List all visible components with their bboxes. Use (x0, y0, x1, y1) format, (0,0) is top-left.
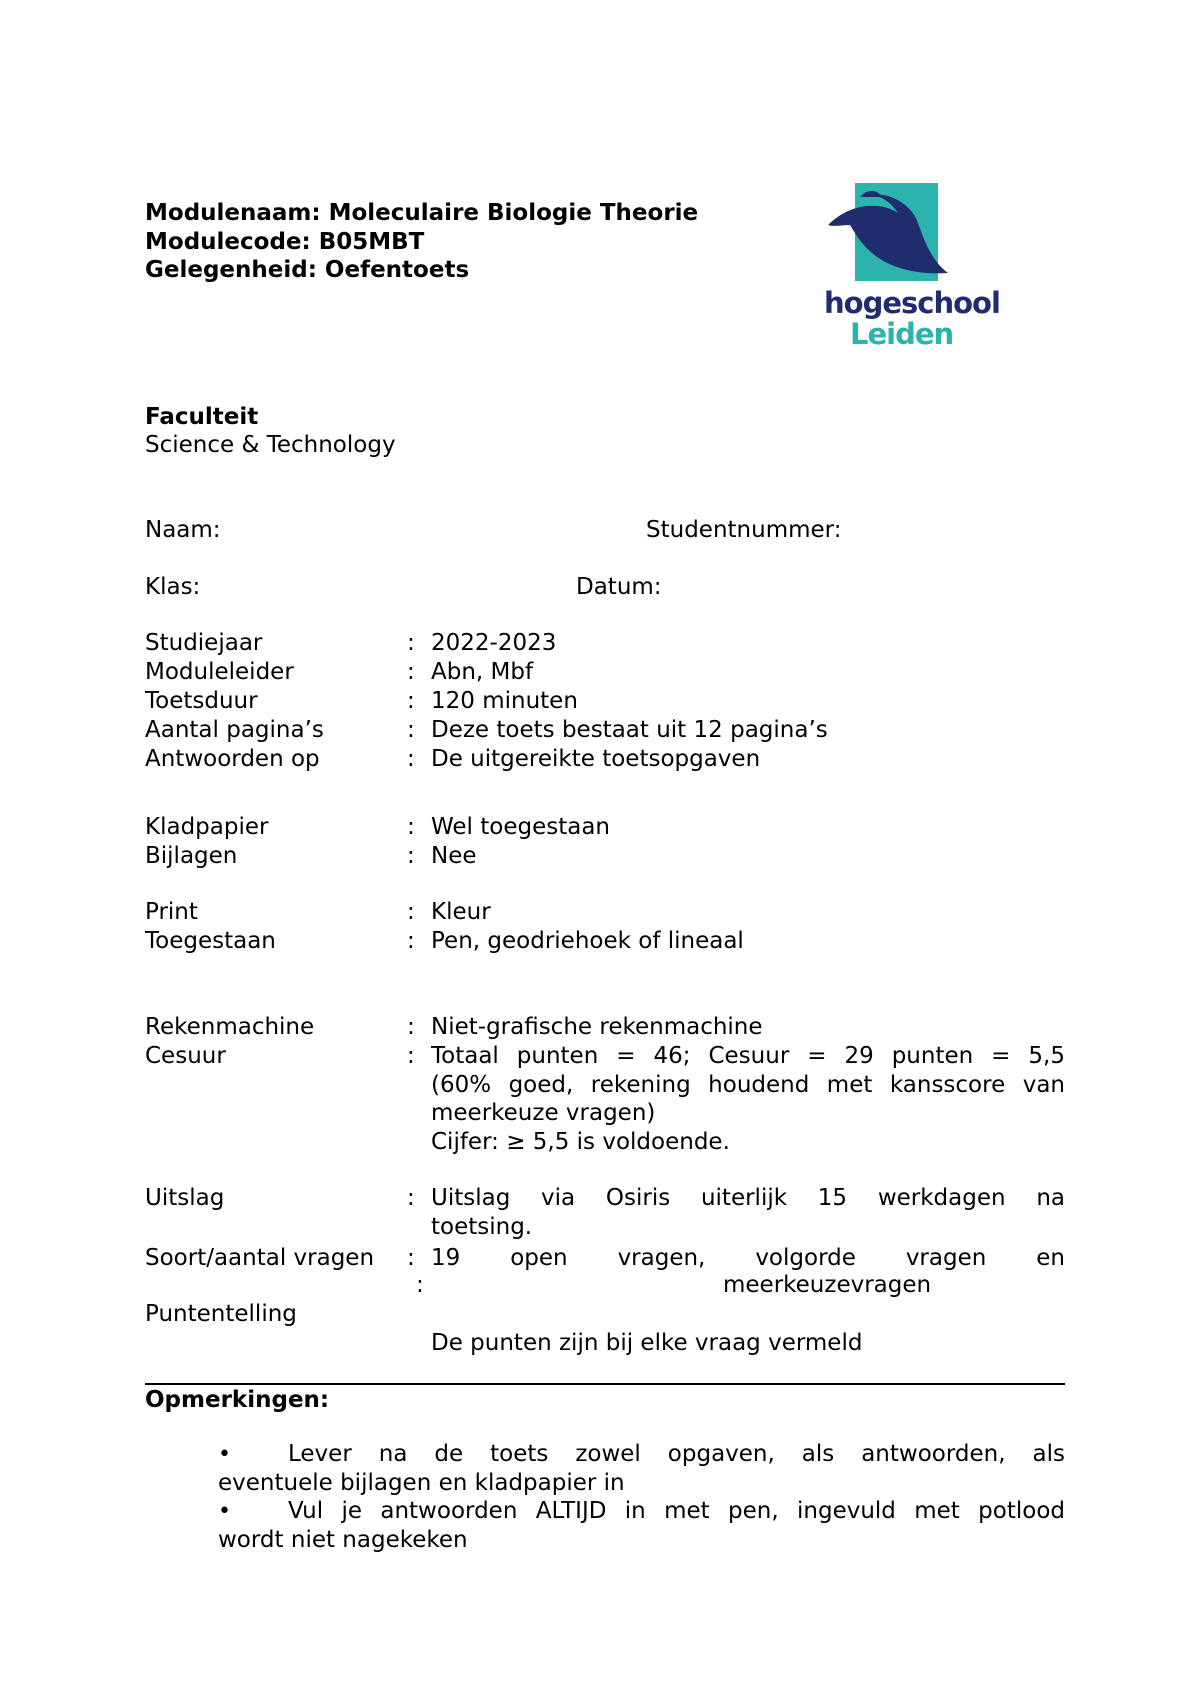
info-row-rekenmachine (145, 1013, 1065, 1042)
cesuur-line-2: (60% goed, rekening houdend met kansscore van (431, 1072, 1065, 1098)
info-row-bijlagen (145, 842, 1065, 871)
remark-2-line-1: Vul je antwoorden ALTIJD in met pen, ingevuld met potlood (288, 1498, 1065, 1524)
uitslag-line-2: toetsing. (431, 1214, 533, 1240)
info-key: Antwoorden op (145, 746, 320, 772)
horizontal-divider (145, 1383, 1065, 1385)
student-number-field-label: Studentnummer: (646, 517, 842, 543)
info-colon: : (407, 688, 415, 714)
info-colon: : (407, 928, 415, 954)
info-row-studiejaar (145, 629, 1065, 658)
info-value: Deze toets bestaat uit 12 pagina’s (431, 717, 828, 743)
date-field-label: Datum: (576, 574, 662, 600)
remark-1-line-1: Lever na de toets zowel opgaven, als antwoorden, als (288, 1441, 1065, 1467)
info-key: Moduleleider (145, 659, 294, 685)
bullet-icon: • (218, 1499, 231, 1524)
remarks-title: Opmerkingen: (145, 1387, 330, 1413)
remark-2-line-2: wordt niet nagekeken (218, 1527, 468, 1553)
info-value: Wel toegestaan (431, 814, 611, 840)
info-colon: : (407, 1185, 415, 1211)
info-value: Nee (431, 843, 477, 869)
info-colon: : (407, 717, 415, 743)
info-colon: : (407, 1043, 415, 1069)
info-colon: : (407, 1014, 415, 1040)
soort-line-2: meerkeuzevragen (723, 1272, 932, 1298)
bullet-icon: • (218, 1442, 231, 1467)
info-value: De uitgereikte toetsopgaven (431, 746, 761, 772)
info-value: Kleur (431, 899, 491, 925)
info-row-toetsduur (145, 687, 1065, 716)
info-colon: : (407, 746, 415, 772)
info-key: Aantal pagina’s (145, 717, 324, 743)
cesuur-line-4: Cijfer: ≥ 5,5 is voldoende. (431, 1129, 730, 1155)
uitslag-line-1: Uitslag via Osiris uiterlijk 15 werkdagen na (431, 1185, 1065, 1211)
info-value: Pen, geodriehoek of lineaal (431, 928, 744, 954)
info-colon: : (407, 814, 415, 840)
remark-1-line-2: eventuele bijlagen en kladpapier in (218, 1470, 625, 1496)
soort-colon-2: : (416, 1272, 424, 1298)
info-value: Niet-grafische rekenmachine (431, 1014, 763, 1040)
info-value: 120 minuten (431, 688, 578, 714)
info-colon: : (407, 899, 415, 925)
class-field-label: Klas: (145, 574, 201, 600)
info-colon: : (407, 1245, 415, 1271)
info-row-print (145, 898, 1065, 927)
info-row-moduleleider (145, 658, 1065, 687)
faculty-label: Faculteit (145, 404, 259, 430)
info-key: Uitslag (145, 1185, 225, 1211)
faculty-value: Science & Technology (145, 432, 396, 458)
info-value: 2022-2023 (431, 630, 557, 656)
soort-line-1: 19 open vragen, volgorde vragen en (431, 1245, 1065, 1271)
logo-text-hogeschool: hogeschool (824, 286, 1000, 320)
info-key: Soort/aantal vragen (145, 1245, 375, 1271)
module-code: Modulecode: B05MBT (145, 229, 425, 255)
puntentelling-value: De punten zijn bij elke vraag vermeld (431, 1330, 863, 1356)
info-key: Print (145, 899, 198, 925)
info-colon: : (407, 659, 415, 685)
puntentelling-label: Puntentelling (145, 1301, 297, 1327)
name-field-label: Naam: (145, 517, 221, 543)
logo-text-leiden: Leiden (850, 317, 954, 351)
info-key: Bijlagen (145, 843, 238, 869)
info-key: Toetsduur (145, 688, 258, 714)
info-key: Rekenmachine (145, 1014, 315, 1040)
info-row-toegestaan (145, 927, 1065, 956)
info-key: Cesuur (145, 1043, 226, 1069)
info-row-aantal-paginas (145, 716, 1065, 745)
info-colon: : (407, 843, 415, 869)
hogeschool-leiden-logo (820, 183, 1000, 353)
info-key: Toegestaan (145, 928, 276, 954)
info-row-kladpapier (145, 813, 1065, 842)
info-row-antwoorden-op (145, 745, 1065, 774)
occasion: Gelegenheid: Oefentoets (145, 257, 470, 283)
info-key: Kladpapier (145, 814, 269, 840)
info-key: Studiejaar (145, 630, 263, 656)
cesuur-line-3: meerkeuze vragen) (431, 1100, 656, 1126)
info-colon: : (407, 630, 415, 656)
module-name: Modulenaam: Moleculaire Biologie Theorie (145, 200, 699, 226)
info-value: Abn, Mbf (431, 659, 534, 685)
cesuur-line-1: Totaal punten = 46; Cesuur = 29 punten = 5,5 (431, 1043, 1065, 1069)
